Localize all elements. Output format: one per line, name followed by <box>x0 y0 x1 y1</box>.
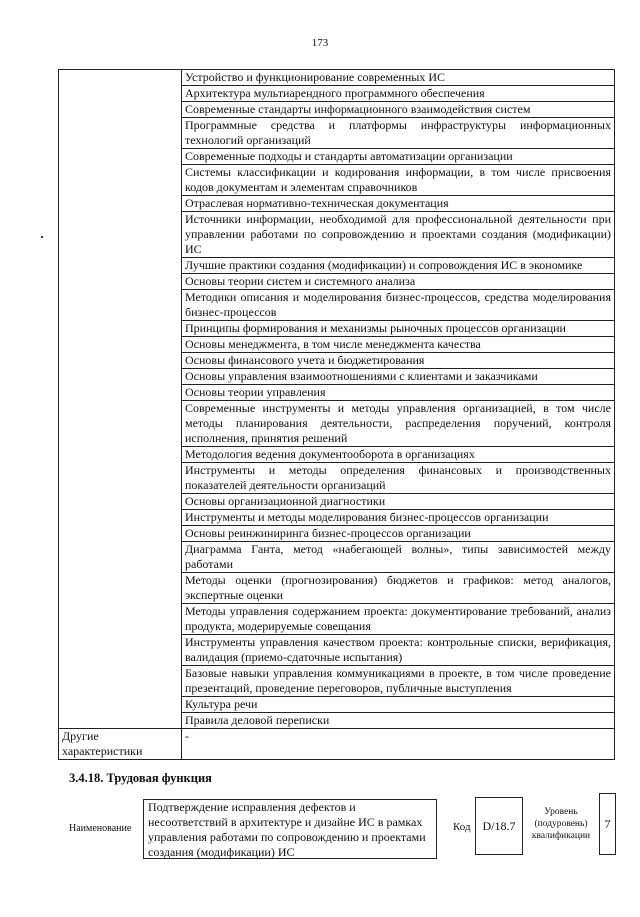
other-label: Другие характеристики <box>59 729 182 760</box>
requirement-text: Методы управления содержанием проекта: документирование требований, анализ продукта, модерируемые совещания <box>182 604 615 635</box>
requirement-text: Инструменты и методы определения финансовых и производственных показателей деятельности организаций <box>182 463 615 494</box>
requirement-text: Основы управления взаимоотношениями с клиентами и заказчиками <box>182 369 615 385</box>
scan-speck <box>41 236 43 238</box>
requirement-text: Современные стандарты информационного взаимодействия систем <box>182 102 615 118</box>
requirement-text: Архитектура мультиарендного программного обеспечения <box>182 86 615 102</box>
requirement-text: Культура речи <box>182 697 615 713</box>
requirement-text: Методы оценки (прогнозирования) бюджетов и графиков: метод аналогов, экспертные оценки <box>182 573 615 604</box>
requirement-text: Лучшие практики создания (модификации) и сопровождения ИС в экономике <box>182 258 615 274</box>
requirement-text: Методики описания и моделирования бизнес-процессов, средства моделирования бизнес-процессов <box>182 290 615 321</box>
requirement-text: Методология ведения документооборота в организациях <box>182 447 615 463</box>
other-value: - <box>182 729 615 760</box>
code-value: D/18.7 <box>475 797 523 855</box>
level-label: Уровень (подуровень) квалификации <box>531 807 591 841</box>
page-number: 173 <box>311 37 329 49</box>
requirement-text: Базовые навыки управления коммуникациями в проекте, в том числе проведение презентаций, проведение переговоров, публичные выступления <box>182 666 615 697</box>
requirement-label-cell <box>59 70 182 729</box>
requirement-text: Отраслевая нормативно-техническая документация <box>182 196 615 212</box>
knowledge-table <box>58 69 615 760</box>
level-value: 7 <box>599 793 616 855</box>
requirement-text: Основы организационной диагностики <box>182 494 615 510</box>
requirement-text: Основы реинжиниринга бизнес-процессов организации <box>182 526 615 542</box>
requirement-text: Устройство и функционирование современных ИС <box>182 70 615 86</box>
requirement-text: Инструменты и методы моделирования бизнес-процессов организации <box>182 510 615 526</box>
requirement-text: Современные инструменты и методы управления организацией, в том числе методы планирования деятельности, распределения поручений, контроля исполнения, принятия решений <box>182 401 615 447</box>
other-row <box>59 729 615 760</box>
requirement-text: Правила деловой переписки <box>182 713 615 729</box>
requirement-text: Программные средства и платформы инфраструктуры информационных технологий организаций <box>182 118 615 149</box>
requirement-text: Системы классификации и кодирования информации, в том числе присвоения кодов документам и элементам справочников <box>182 165 615 196</box>
name-label: Наименование <box>69 823 132 834</box>
requirement-text: Принципы формирования и механизмы рыночных процессов организации <box>182 321 615 337</box>
requirement-text: Основы менеджмента, в том числе менеджмента качества <box>182 337 615 353</box>
name-value: Подтверждение исправления дефектов и несоответствий в архитектуре и дизайне ИС в рамках управления работами по сопровождению и проектами создания (модификации) ИС <box>143 799 437 859</box>
section-title: 3.4.18. Трудовая функция <box>69 771 212 785</box>
requirement-text: Основы финансового учета и бюджетирования <box>182 353 615 369</box>
code-label: Код <box>453 821 471 833</box>
requirement-text: Современные подходы и стандарты автоматизации организации <box>182 149 615 165</box>
requirement-text: Инструменты управления качеством проекта: контрольные списки, верификация, валидация (приемо-сдаточные испытания) <box>182 635 615 666</box>
requirement-row <box>59 70 615 86</box>
requirement-text: Диаграмма Ганта, метод «набегающей волны», типы зависимостей между работами <box>182 542 615 573</box>
requirement-text: Основы теории управления <box>182 385 615 401</box>
requirement-text: Основы теории систем и системного анализа <box>182 274 615 290</box>
requirement-text: Источники информации, необходимой для профессиональной деятельности при управлении работами по сопровождению и проектами создания (модификации) ИС <box>182 212 615 258</box>
